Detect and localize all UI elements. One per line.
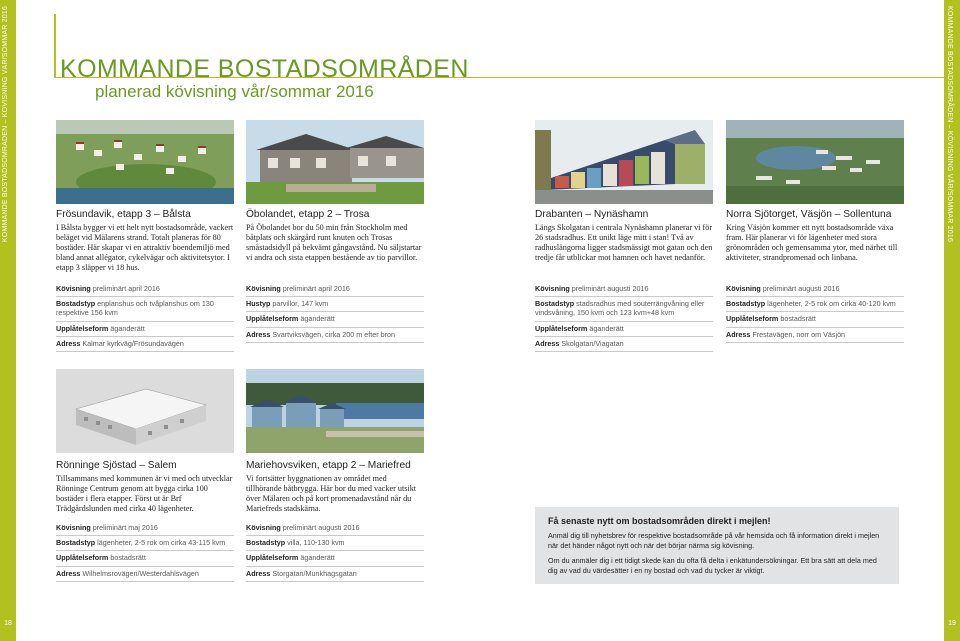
project-facts [56, 521, 234, 582]
project-card-norra-sjotorget [726, 209, 904, 263]
fact-row [246, 521, 424, 536]
project-title: Rönninge Sjöstad – Salem [56, 460, 177, 471]
newsletter-box [535, 507, 899, 584]
fact-value: Storgatan/Munkhagsgatan [272, 568, 357, 578]
fact-value: äganderätt [300, 553, 335, 563]
fact-label: Bostadstyp [246, 538, 286, 548]
page-number-left: 18 [4, 620, 12, 627]
fact-value: enplanshus och tvåplanshus om 130 respektive 156 kvm [56, 299, 214, 318]
project-facts [246, 282, 424, 343]
row-houses-icon [246, 120, 424, 204]
fact-value: preliminärt maj 2016 [92, 523, 158, 532]
page-number-right: 19 [948, 620, 956, 627]
page-subtitle: planerad kövisning vår/sommar 2016 [95, 82, 374, 101]
header-rule-vertical [54, 14, 56, 78]
fact-value: Wilhelmsrovägen/Westerdahlsvägen [82, 568, 199, 578]
fact-value: bostadsrätt [110, 553, 146, 563]
page-title: KOMMANDE BOSTADSOMRÅDEN [60, 55, 469, 83]
project-title: Norra Sjötorget, Väsjön – Sollentuna [726, 209, 892, 220]
project-title: Frösundavik, etapp 3 – Bålsta [56, 209, 191, 220]
fact-label: Bostadstyp [56, 538, 96, 548]
project-facts [726, 282, 904, 343]
project-card-obolandet [246, 209, 424, 263]
fact-label: Kövisning [246, 523, 281, 532]
fact-label: Bostadstyp [535, 299, 575, 309]
project-title: Mariehovsviken, etapp 2 – Mariefred [246, 460, 411, 471]
fact-value: preliminärt april 2016 [92, 284, 160, 293]
lakeside-houses-icon [246, 369, 424, 453]
fact-row [56, 551, 234, 566]
fact-label: Bostadstyp [56, 299, 96, 309]
side-tab-text: KOMMANDE BOSTADSOMRÅDEN – KÖVISNING VÅR/SOMMAR 2016 [2, 6, 9, 243]
fact-label: Adress [535, 338, 560, 348]
fact-label: Upplåtelseform [535, 323, 588, 333]
fact-row [56, 536, 234, 551]
fact-label: Upplåtelseform [246, 314, 299, 324]
project-facts [56, 282, 234, 352]
fact-row [535, 282, 713, 297]
project-card-ronninge [56, 460, 234, 514]
fact-value: Frestavägen, norr om Väsjön [752, 329, 846, 339]
fact-value: preliminärt april 2016 [282, 284, 350, 293]
right-side-tab [944, 0, 960, 641]
project-card-mariehovsviken [246, 460, 424, 514]
apartment-model-icon [56, 369, 234, 453]
fact-value: stadsradhus med souterrängvåning eller vindsvåning, 150 kvm och 123 kvm+48 kvm [535, 299, 705, 318]
fact-label: Adress [246, 329, 271, 339]
fact-label: Upplåtelseform [246, 553, 299, 563]
fact-row [726, 328, 904, 343]
fact-row [726, 282, 904, 297]
project-card-drabanten [535, 209, 713, 263]
colorful-townhouses-icon [535, 120, 713, 204]
project-card-frosundavik [56, 209, 234, 273]
fact-row [246, 297, 424, 312]
fact-label: Adress [726, 329, 751, 339]
fact-label: Kövisning [535, 284, 570, 293]
fact-value: parvillor, 147 kvm [272, 299, 329, 309]
project-description: Längs Skolgatan i centrala Nynäshamn planerar vi för 26 stadsradhus. Ett unikt läge mitt i stan! Två av radhuslängorna ligger stadsmässigt mot gatan och den tredje får utblickar mot hamnen och havet nedanför. [535, 223, 713, 262]
fact-label: Upplåtelseform [56, 553, 109, 563]
lake-aerial-icon [726, 120, 904, 204]
fact-value: preliminärt augusti 2016 [571, 284, 649, 293]
fact-row [56, 337, 234, 352]
project-facts [535, 282, 713, 352]
fact-row [726, 312, 904, 327]
fact-value: äganderätt [589, 323, 624, 333]
fact-row [726, 297, 904, 312]
fact-row [246, 328, 424, 343]
fact-label: Kövisning [726, 284, 761, 293]
fact-row [246, 567, 424, 582]
fact-value: äganderätt [300, 314, 335, 324]
fact-value: lägenheter, 2-5 rok om cirka 43-115 kvm [97, 538, 226, 548]
fact-value: Skolgatan/Viagatan [561, 338, 624, 348]
fact-label: Bostadstyp [726, 299, 766, 309]
fact-label: Hustyp [246, 299, 271, 309]
fact-label: Adress [56, 338, 81, 348]
fact-label: Upplåtelseform [726, 314, 779, 324]
fact-value: preliminärt augusti 2016 [762, 284, 840, 293]
newsletter-heading: Få senaste nytt om bostadsområden direkt i mejlen! [548, 516, 771, 526]
project-facts [246, 521, 424, 582]
fact-value: äganderätt [110, 323, 145, 333]
fact-row [56, 322, 234, 337]
side-tab-text: KOMMANDE BOSTADSOMRÅDEN – KÖVISNING VÅR/SOMMAR 2016 [946, 6, 953, 243]
project-title: Drabanten – Nynäshamn [535, 209, 649, 220]
fact-value: Kalmar kyrkväg/Frösundavägen [82, 338, 184, 348]
fact-row [56, 521, 234, 536]
fact-row [246, 536, 424, 551]
aerial-village-icon [56, 120, 234, 204]
fact-row [535, 337, 713, 352]
fact-value: villa, 110-130 kvm [287, 538, 345, 548]
project-description: I Bålsta bygger vi ett helt nytt bostadsområde, vackert beläget vid Mälarens strand. Totalt planeras för 80 bostäder. Här skapar vi en attraktiv boendemiljö med bland annat allégator, cykelvägar och aktivitetsytor. I etapp 3 släpper vi 18 hus. [56, 223, 234, 272]
newsletter-paragraph-1: Anmäl dig till nyhetsbrev för respektive bostadsområde på vår hemsida och få information direkt i mejlen när det händer något nytt och när det börjar närma sig kövisning. [548, 531, 880, 550]
newsletter-paragraph-2: Om du anmäler dig i ett tidigt skede kan du ofta få delta i enkätundersökningar. Ett bra sätt att dela med dig av vad du värdesätter i en ny bostad och vad du tycker är viktigt. [548, 556, 877, 575]
fact-label: Upplåtelseform [56, 323, 109, 333]
fact-label: Kövisning [56, 523, 91, 532]
fact-value: Svartviksvägen, cirka 200 m efter bron [272, 329, 396, 339]
fact-row [246, 312, 424, 327]
project-title: Öbolandet, etapp 2 – Trosa [246, 209, 370, 220]
fact-row [56, 282, 234, 297]
fact-row [56, 567, 234, 582]
project-description: Kring Väsjön kommer ett nytt bostadsområde växa fram. Här planerar vi för lägenheter med stora grönområden och gemensamma ytor, med närhet till aktiviteter, strandpromenad och linbana. [726, 223, 898, 262]
fact-row [56, 297, 234, 321]
fact-row [535, 322, 713, 337]
fact-label: Adress [56, 568, 81, 578]
fact-row [535, 297, 713, 321]
fact-row [246, 551, 424, 566]
left-side-tab [0, 0, 16, 641]
fact-value: lägenheter, 2-5 rok om cirka 40-120 kvm [767, 299, 896, 309]
fact-label: Kövisning [56, 284, 91, 293]
project-description: Vi fortsätter byggnationen av området med tillhörande båtbrygga. Här bor du med vacker utsikt över Mälaren och på kort promenadavstånd når du Mariefreds stadskärna. [246, 474, 417, 513]
fact-label: Adress [246, 568, 271, 578]
fact-value: bostadsrätt [780, 314, 816, 324]
fact-row [246, 282, 424, 297]
fact-value: preliminärt augusti 2016 [282, 523, 360, 532]
project-description: På Öbolandet bor du 50 min från Stockholm med båtplats och skärgård runt knuten och Trosas småstadsidyll på bekvämt gångavstånd. Nu säljstartar vi andra och sista etappen bestående av tio parvillor. [246, 223, 422, 262]
fact-label: Kövisning [246, 284, 281, 293]
project-description: Tillsammans med kommunen är vi med och utvecklar Rönninge Centrum genom att bygga cirka 100 bostäder i flera etapper. Först ut är Brf Trädgårdslunden med cirka 40 lägenheter. [56, 474, 233, 513]
